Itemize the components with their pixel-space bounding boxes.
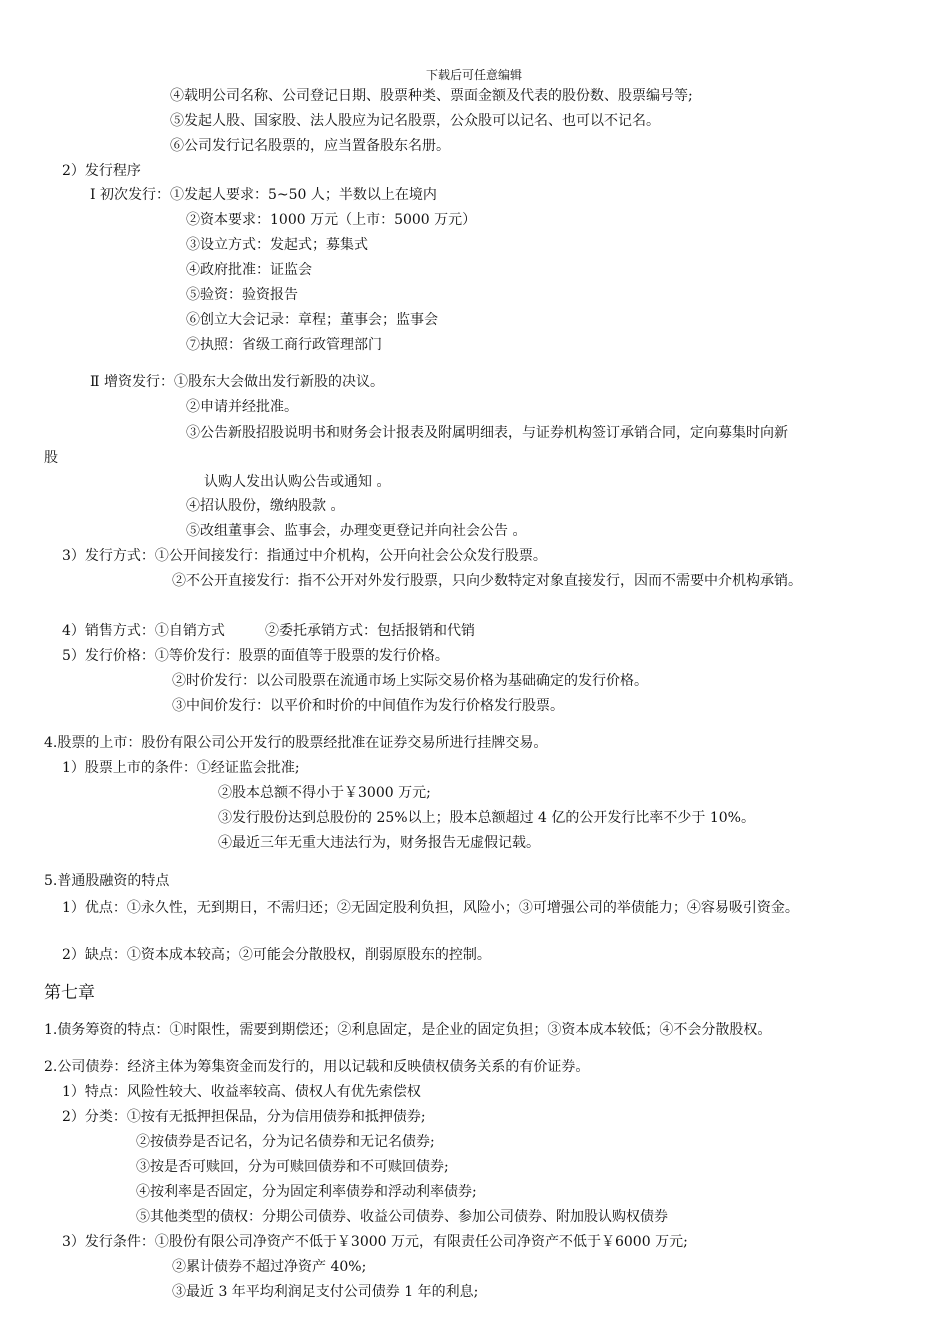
text-line: ②不公开直接发行：指不公开对外发行股票，只向少数特定对象直接发行，因而不需要中介机构承销。 xyxy=(172,573,802,589)
page-header: 下载后可任意编辑 xyxy=(426,68,523,82)
text-line: ③设立方式：发起式；募集式 xyxy=(186,237,368,253)
text-line: ②股本总额不得小于￥3000 万元; xyxy=(218,785,431,801)
text-line: 4.股票的上市：股份有限公司公开发行的股票经批准在证券交易所进行挂牌交易。 xyxy=(44,735,548,751)
text-line: ⑤改组董事会、监事会，办理变更登记并向社会公告 。 xyxy=(186,523,527,539)
text-line: 4）销售方式：①自销方式 ②委托承销方式：包括报销和代销 xyxy=(62,623,475,639)
text-line: ③最近 3 年平均利润足支付公司债券 1 年的利息; xyxy=(172,1284,479,1300)
text-line: 5）发行价格：①等价发行：股票的面值等于股票的发行价格。 xyxy=(62,648,449,664)
text-line: ④招认股份，缴纳股款 。 xyxy=(186,498,345,514)
text-line: 1）股票上市的条件：①经证监会批准; xyxy=(62,760,300,776)
chapter-title: 第七章 xyxy=(44,983,95,1003)
text-line: 认购人发出认购公告或通知 。 xyxy=(204,474,391,490)
text-line: ④按利率是否固定，分为固定利率债券和浮动利率债券; xyxy=(136,1184,477,1200)
text-line: ⑥公司发行记名股票的，应当置备股东名册。 xyxy=(170,138,450,154)
text-line: 1）优点：①永久性，无到期日，不需归还；②无固定股利负担，风险小；③可增强公司的举债能力；④容易吸引资金。 xyxy=(62,900,799,916)
text-line: ⑤其他类型的债权：分期公司债券、收益公司债券、参加公司债券、附加股认购权债券 xyxy=(136,1209,668,1225)
text-line: 1.债务筹资的特点：①时限性，需要到期偿还；②利息固定，是企业的固定负担；③资本成本较低；④不会分散股权。 xyxy=(44,1022,772,1038)
text-line: 2.公司债券：经济主体为筹集资金而发行的，用以记载和反映债权债务关系的有价证券。 xyxy=(44,1059,590,1075)
text-line: Ⅱ 增资发行：①股东大会做出发行新股的决议。 xyxy=(90,374,384,390)
text-line: 1）特点：风险性较大、收益率较高、债权人有优先索偿权 xyxy=(62,1084,421,1100)
text-line: ③中间价发行：以平价和时价的中间值作为发行价格发行股票。 xyxy=(172,698,564,714)
text-line: 3）发行方式：①公开间接发行：指通过中介机构，公开向社会公众发行股票。 xyxy=(62,548,547,564)
text-line: ②按债券是否记名，分为记名债券和无记名债券; xyxy=(136,1134,435,1150)
text-line: ⑦执照：省级工商行政管理部门 xyxy=(186,337,382,353)
text-line: Ⅰ 初次发行：①发起人要求：5~50 人；半数以上在境内 xyxy=(90,187,437,203)
text-line: 股 xyxy=(44,450,58,466)
text-line: 2）缺点：①资本成本较高；②可能会分散股权，削弱原股东的控制。 xyxy=(62,947,491,963)
text-line: 2）分类：①按有无抵押担保品，分为信用债券和抵押债券; xyxy=(62,1109,426,1125)
text-line: ③公告新股招股说明书和财务会计报表及附属明细表，与证券机构签订承销合同，定向募集时向新 xyxy=(186,425,788,441)
text-line: 3）发行条件：①股份有限公司净资产不低于￥3000 万元，有限责任公司净资产不低于￥6000 万元; xyxy=(62,1234,688,1250)
text-line: ②资本要求：1000 万元（上市：5000 万元） xyxy=(186,212,477,228)
text-line: ④政府批准：证监会 xyxy=(186,262,312,278)
text-line: ②时价发行：以公司股票在流通市场上实际交易价格为基础确定的发行价格。 xyxy=(172,673,648,689)
text-line: 5.普通股融资的特点 xyxy=(44,873,170,889)
text-line: ②累计债券不超过净资产 40%; xyxy=(172,1259,367,1275)
text-line: ④载明公司名称、公司登记日期、股票种类、票面金额及代表的股份数、股票编号等; xyxy=(170,88,693,104)
text-line: ③按是否可赎回，分为可赎回债券和不可赎回债券; xyxy=(136,1159,449,1175)
text-line: ④最近三年无重大违法行为，财务报告无虚假记载。 xyxy=(218,835,540,851)
text-line: ③发行股份达到总股份的 25%以上；股本总额超过 4 亿的公开发行比率不少于 10%。 xyxy=(218,810,755,826)
text-line: ⑤发起人股、国家股、法人股应为记名股票，公众股可以记名、也可以不记名。 xyxy=(170,113,660,129)
text-line: ②申请并经批准。 xyxy=(186,399,298,415)
text-line: 2）发行程序 xyxy=(62,163,141,179)
text-line: ⑥创立大会记录：章程；董事会；监事会 xyxy=(186,312,438,328)
text-line: ⑤验资：验资报告 xyxy=(186,287,298,303)
